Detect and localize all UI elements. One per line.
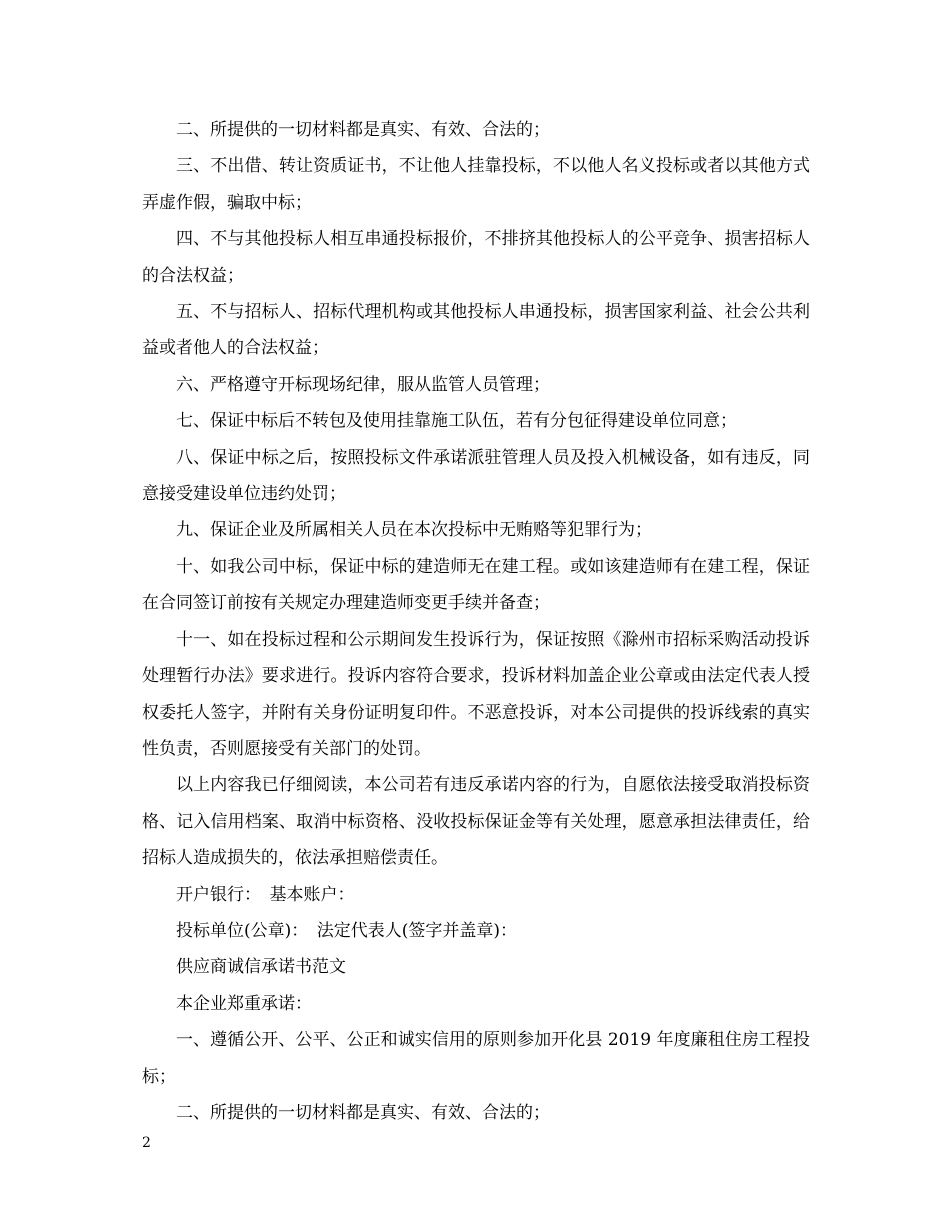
- page-number: 2: [142, 1135, 151, 1151]
- paragraph-8: 九、保证企业及所属相关人员在本次投标中无贿赂等犯罪行为；: [176, 520, 652, 541]
- paragraph-15: 本企业郑重承诺：: [176, 993, 312, 1014]
- paragraph-3: 四、不与其他投标人相互串通投标报价，不排挤其他投标人的公平竞争、损害招标人的合法权益；: [142, 229, 810, 286]
- paragraph-6: 七、保证中标后不转包及使用挂靠施工队伍，若有分包征得建设单位同意；: [176, 411, 737, 432]
- paragraph-2: 三、不出借、转让资质证书，不让他人挂靠投标，不以他人名义投标或者以其他方式弄虚作假，骗取中标；: [142, 156, 810, 213]
- paragraph-12: 开户银行： 基本账户：: [176, 884, 355, 905]
- paragraph-1: 二、所提供的一切材料都是真实、有效、合法的；: [176, 120, 550, 140]
- paragraph-10: 十一、如在投标过程和公示期间发生投诉行为，保证按照《滁州市招标采购活动投诉处理暂行办法》要求进行。投诉内容符合要求，投诉材料加盖企业公章或由法定代表人授权委托人签字，并附有关身份证明复印件。不恶意投诉，对本公司提供的投诉线索的真实性负责，否则愿接受有关部门的处罚。: [142, 629, 810, 759]
- paragraph-17: 二、所提供的一切材料都是真实、有效、合法的；: [176, 1102, 550, 1123]
- paragraph-5: 六、严格遵守开标现场纪律，服从监管人员管理；: [176, 374, 550, 395]
- paragraph-11: 以上内容我已仔细阅读，本公司若有违反承诺内容的行为，自愿依法接受取消投标资格、记入信用档案、取消中标资格、没收投标保证金等有关处理，愿意承担法律责任，给招标人造成损失的，依法承担赔偿责任。: [142, 775, 810, 869]
- paragraph-13: 投标单位(公章)： 法定代表人(签字并盖章)：: [176, 920, 518, 941]
- document-body: [142, 112, 810, 1131]
- paragraph-4: 五、不与招标人、招标代理机构或其他投标人串通投标，损害国家利益、社会公共利益或者他人的合法权益；: [142, 302, 810, 359]
- paragraph-7: 八、保证中标之后，按照投标文件承诺派驻管理人员及投入机械设备，如有违反，同意接受建设单位违约处罚；: [142, 447, 810, 505]
- paragraph-14: 供应商诚信承诺书范文: [176, 957, 346, 978]
- paragraph-16: 一、遵循公开、公平、公正和诚实信用的原则参加开化县 2019 年度廉租住房工程投标；: [142, 1030, 810, 1087]
- paragraph-9: 十、如我公司中标，保证中标的建造师无在建工程。或如该建造师有在建工程，保证在合同签订前按有关规定办理建造师变更手续并备查；: [142, 556, 810, 614]
